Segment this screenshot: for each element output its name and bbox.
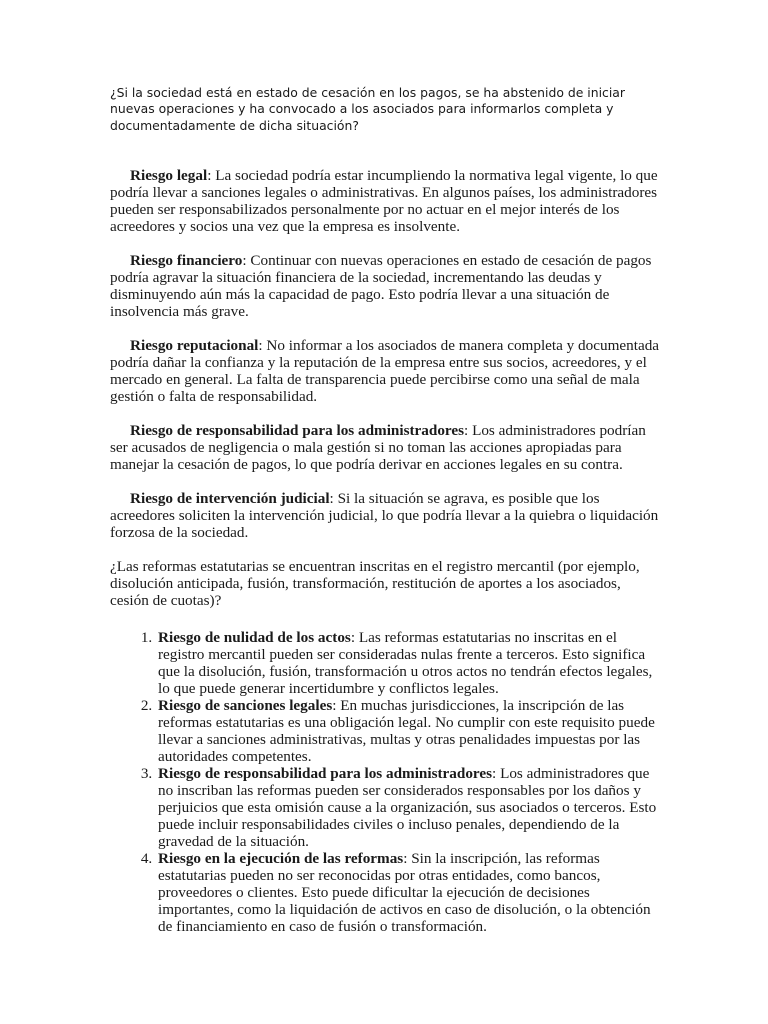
risk-text: : La sociedad podría estar incumpliendo la normativa legal vigente, lo que podría llevar a sanciones legales o administrativas. En algunos países, los administradores pueden ser responsabilizados personalmente por no actuar en el mejor interés de los acreedores y socios una vez que la empresa es insolvente. <box>110 167 658 235</box>
risk-title: Riesgo de nulidad de los actos <box>158 629 351 646</box>
risk-paragraph <box>110 337 663 405</box>
list-item <box>156 765 663 850</box>
risk-title: Riesgo en la ejecución de las reformas <box>158 850 404 867</box>
risk-paragraph <box>110 167 663 235</box>
risk-title: Riesgo legal <box>130 167 208 184</box>
list-item <box>156 697 663 765</box>
risk-text: : Sin la inscripción, las reformas estatutarias pueden no ser reconocidas por otras entidades, como bancos, proveedores o clientes. Esto puede dificultar la ejecución de decisiones importantes, como la liquidación de activos en caso de disolución, o la obtención de financiamiento en caso de fusión o transformación. <box>158 850 651 935</box>
risk-title: Riesgo de intervención judicial <box>130 490 330 507</box>
risk-title: Riesgo de responsabilidad para los administradores <box>130 422 465 439</box>
risk-paragraph <box>110 252 663 320</box>
list-item <box>156 850 663 935</box>
document-body <box>110 167 663 935</box>
risk-text: : Si la situación se agrava, es posible que los acreedores soliciten la intervención judicial, lo que podría llevar a la quiebra o liquidación forzosa de la sociedad. <box>110 490 659 541</box>
risk-title: Riesgo de sanciones legales <box>158 697 333 714</box>
risk-text: : Los administradores que no inscriban las reformas pueden ser considerados responsables por los daños y perjuicios que esta omisión cause a la organización, sus asociados o terceros. Esto puede incluir responsabilidades civiles o incluso penales, dependiendo de la gravedad de la situación. <box>158 765 657 850</box>
second-question: ¿Las reformas estatutarias se encuentran inscritas en el registro mercantil (por ejemplo, disolución anticipada, fusión, transformación, restitución de aportes a los asociados, cesión de cuotas)? <box>110 558 640 609</box>
risk-title: Riesgo reputacional <box>130 337 259 354</box>
risk-text: : En muchas jurisdicciones, la inscripción de las reformas estatutarias es una obligación legal. No cumplir con este requisito puede llevar a sanciones administrativas, multas y otras penalidades impuestas por las autoridades competentes. <box>158 697 655 765</box>
risk-paragraph <box>110 490 663 541</box>
list-item <box>156 629 663 697</box>
risk-text: : Las reformas estatutarias no inscritas en el registro mercantil pueden ser consideradas nulas frente a terceros. Esto significa que la disolución, fusión, transformación u otros actos no tendrán efectos legales, lo que puede generar incertidumbre y conflictos legales. <box>158 629 653 697</box>
question-heading: ¿Si la sociedad está en estado de cesación en los pagos, se ha abstenido de iniciar nuevas operaciones y ha convocado a los asociados para informarlos completa y documentadamente de dicha situación? <box>110 85 625 133</box>
risk-paragraph <box>110 422 663 473</box>
numbered-risk-list <box>110 629 663 935</box>
risk-text: : No informar a los asociados de manera completa y documentada podría dañar la confianza y la reputación de la empresa entre sus socios, acreedores, y el mercado en general. La falta de transparencia puede percibirse como una señal de mala gestión o falta de responsabilidad. <box>110 337 660 405</box>
risk-text: : Los administradores podrían ser acusados de negligencia o mala gestión si no toman las acciones apropiadas para manejar la cesación de pagos, lo que podría derivar en acciones legales en su contra. <box>110 422 646 473</box>
risk-text: : Continuar con nuevas operaciones en estado de cesación de pagos podría agravar la situación financiera de la sociedad, incrementando las deudas y disminuyendo aún más la capacidad de pago. Esto podría llevar a una situación de insolvencia más grave. <box>110 252 652 320</box>
risk-title: Riesgo financiero <box>130 252 243 269</box>
risk-title: Riesgo de responsabilidad para los administradores <box>158 765 493 782</box>
